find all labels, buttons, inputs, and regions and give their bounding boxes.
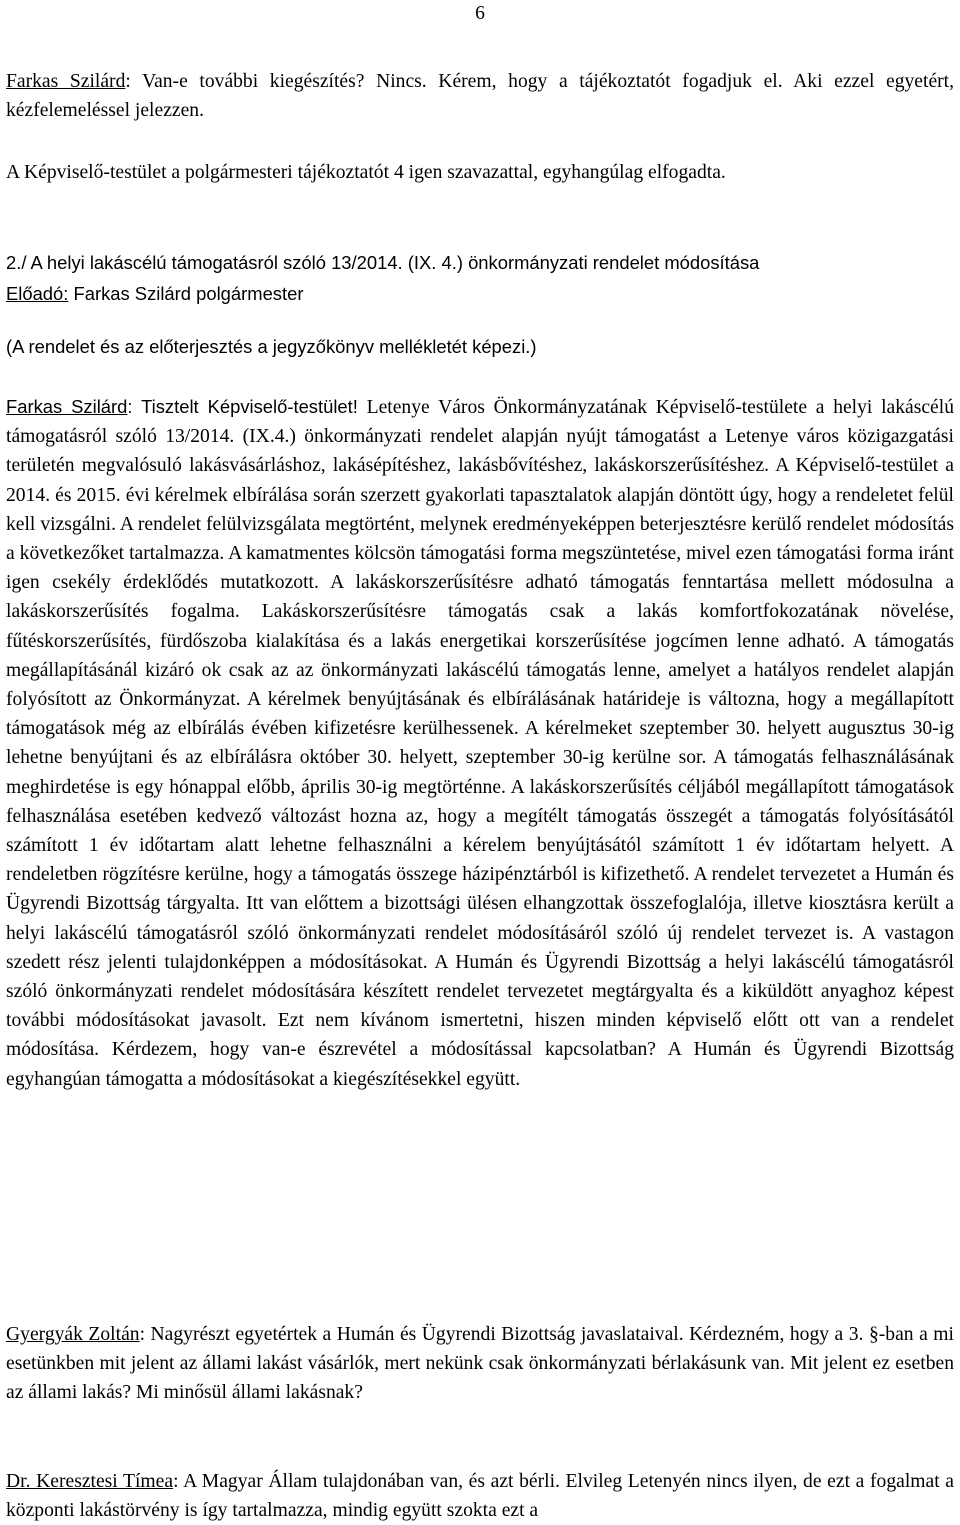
paragraph-text: : Nagyrészt egyetértek a Humán és Ügyrendi Bizottság javaslataival. Kérdezném, hogy a 3. §-ban a mi esetünkben mit jelent az állami lakást vásárlók, mert nekünk csak önkormányzati bérlakásunk van. Mit jelent ez esetben az állami lakás? Mi minősül állami lakásnak? xyxy=(6,1324,954,1403)
page-number: 6 xyxy=(475,3,485,24)
paragraph-farkas-main xyxy=(6,392,954,1094)
paragraph-vote-result xyxy=(6,158,954,187)
paragraph-keresztesi xyxy=(6,1467,954,1525)
agenda-item xyxy=(6,247,954,362)
agenda-note: (A rendelet és az előterjesztés a jegyzőkönyv mellékletét képezi.) xyxy=(6,336,537,357)
speaker-greeting: : Tisztelt Képviselő-testület! xyxy=(127,396,358,417)
paragraph-text: A Képviselő-testület a polgármesteri tájékoztatót 4 igen szavazattal, egyhangúlag elfogadta. xyxy=(6,162,726,183)
presenter-label: Előadó: xyxy=(6,283,69,304)
paragraph-text: : A Magyar Állam tulajdonában van, és azt bérli. Elvileg Letenyén nincs ilyen, de ezt a fogalmat a központi lakástörvény is így tartalmazza, mindig együtt szokta ezt a xyxy=(6,1471,954,1521)
speaker-name: Gyergyák Zoltán xyxy=(6,1324,140,1345)
speaker-name: Farkas Szilárd xyxy=(6,71,126,92)
paragraph-gyergyak xyxy=(6,1320,954,1407)
presenter-name: Farkas Szilárd polgármester xyxy=(68,283,304,304)
agenda-title: 2./ A helyi lakáscélú támogatásról szóló 13/2014. (IX. 4.) önkormányzati rendelet módosítása xyxy=(6,252,760,273)
speaker-name: Dr. Keresztesi Tímea xyxy=(6,1471,174,1492)
paragraph-text: : Van-e további kiegészítés? Nincs. Kérem, hogy a tájékoztatót fogadjuk el. Aki ezzel egyetért, kézfelemeléssel jelezzen. xyxy=(6,71,955,121)
agenda-presenter xyxy=(6,278,954,309)
paragraph-text: Letenye Város Önkormányzatának Képviselő-testülete a helyi lakáscélú támogatásról szóló 13/2014. (IX.4.) önkormányzati rendelet alapján nyújt támogatást a Letenye város közigazgatási területén megvalósuló lakásvásárláshoz, lakásépítéshez, lakásbővítéshez, lakáskorszerűsítéshez. A Képviselő-testület a 2014. és 2015. évi kérelmek elbírálása során szerzett gyakorlati tapasztalatok alapján döntött úgy, hogy a rendeletet felül kell vizsgálni. A rendelet felülvizsgálata megtörtént, melynek eredményeképpen beterjesztésre kerülő rendelet módosítás a következőket tartalmazza. A kamatmentes kölcsön támogatási forma megszüntetése, mivel ezen támogatási forma iránt igen csekély érdeklődés mutatkozott. A lakáskorszerűsítésre adható támogatás fenntartása mellett módosulna a lakáskorszerűsítés fogalma. Lakáskorszerűsítésre támogatás csak a lakás komfortfokozatának növelése, fűtéskorszerűsítés, fürdőszoba kialakítása és a lakás energetikai korszerűsítése jogcímen lenne adható. A támogatás megállapításánál kizáró ok csak az az önkormányzati lakáscélú támogatás lenne, amelyet a hatályos rendelet alapján folyósított az Önkormányzat. A kérelmek benyújtásának és elbírálásának határideje is változna, hogy a megállapított támogatások még az elbírálás évében kifizetésre kerülhessenek. A kérelmeket szeptember 30. helyett augusztus 30-ig lehetne benyújtani és az elbírálásra október 30. helyett, szeptember 30-ig kerülne sor. A támogatás felhasználásának meghirdetése is egy hónappal előbb, április 30-ig megtörténne. A lakáskorszerűsítés céljából megállapított támogatások felhasználása esetében kedvező változást hozna az, hogy a megítélt támogatás összegét a támogatás folyósításától számított 1 év időtartam alatt lehetne felhasználni a kérelem benyújtásától számított 1 év időtartam helyett. A rendeletben rögzítésre kerülne, hogy a támogatás összege házipénztárból is kifizethető. A rendelet tervezetet a Humán és Ügyrendi Bizottság tárgyalta. Itt van előttem a bizottsági ülésen elhangzottak összefoglalója, illetve kiosztásra került a helyi lakáscélú támogatásról szóló önkormányzati rendelet módosításáról szóló új rendelet tervezet is. A vastagon szedett rész jelenti tulajdonképpen a módosításokat. A Humán és Ügyrendi Bizottság a helyi lakáscélú támogatásról szóló önkormányzati rendelet módosítására készített rendelet tervezetet megtárgyalta és a kiküldött anyaghoz képest további módosításokat javasolt. Ezt nem kívánom ismertetni, hiszen minden képviselő előtt ott van a rendelet módosítása. Kérdezem, hogy van-e észrevétel a módosítással kapcsolatban? A Humán és Ügyrendi Bizottság egyhangúan támogatta a módosításokat a kiegészítésekkel együtt. xyxy=(6,397,954,1090)
paragraph-farkas-intro xyxy=(6,67,954,125)
speaker-name: Farkas Szilárd xyxy=(6,396,128,417)
